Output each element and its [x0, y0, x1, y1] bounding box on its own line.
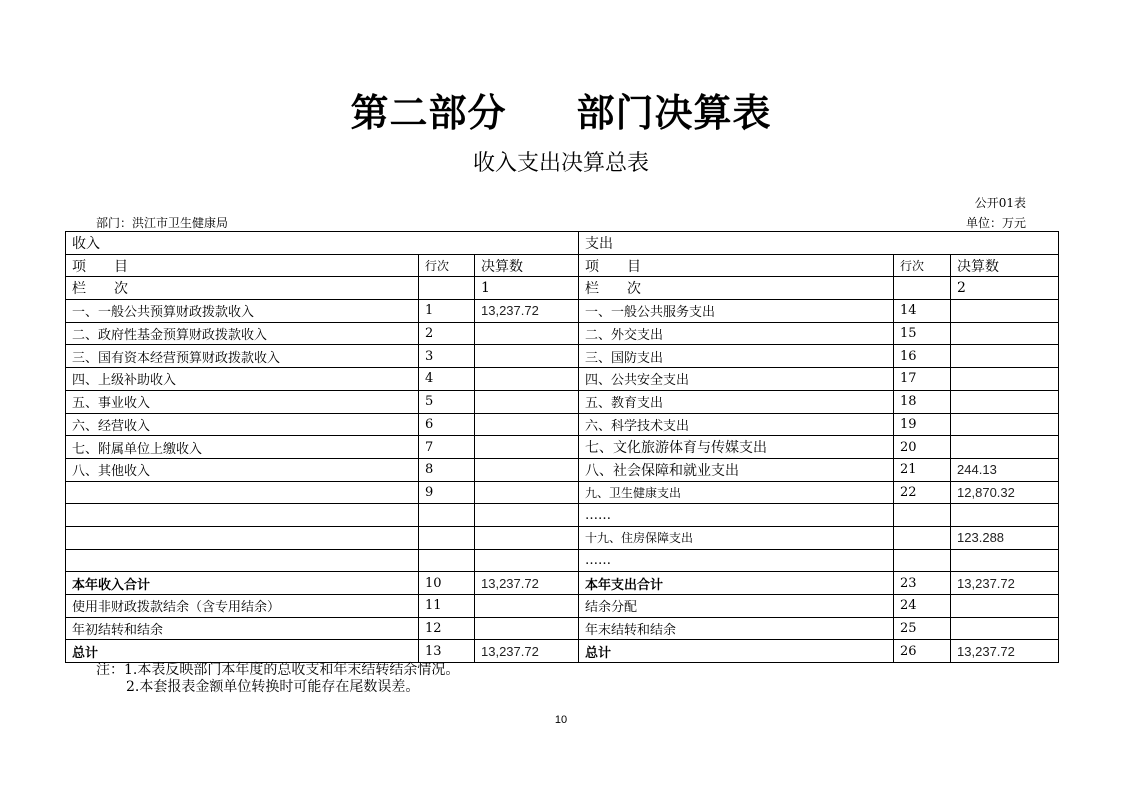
footnote-1: 注：1.本表反映部门本年度的总收支和年末结转结余情况。: [96, 662, 460, 678]
income-row-no-cell: 12: [419, 617, 475, 640]
expense-row-no-cell: 22: [894, 481, 951, 504]
income-amount-cell: [475, 390, 579, 413]
income-item-cell: 本年收入合计: [66, 572, 419, 595]
income-item-cell: 六、经营收入: [66, 413, 419, 436]
income-amount-cell: 13,237.72: [475, 640, 579, 663]
expense-amount-cell: [951, 322, 1059, 345]
income-item-cell: 使用非财政拨款结余（含专用结余）: [66, 595, 419, 618]
table-row: [66, 549, 1059, 572]
income-column-label: 栏 次: [66, 277, 419, 300]
expense-amount-cell: [951, 300, 1059, 323]
income-amount-header: 决算数: [475, 254, 579, 277]
expense-amount-cell: 244.13: [951, 458, 1059, 481]
expense-row-no-cell: 26: [894, 640, 951, 663]
income-column-number: 1: [475, 277, 579, 300]
income-item-cell: 七、附属单位上缴收入: [66, 436, 419, 459]
income-amount-cell: 13,237.72: [475, 572, 579, 595]
footnote-2: 2.本套报表金额单位转换时可能存在尾数误差。: [126, 679, 420, 695]
income-item-cell: 五、事业收入: [66, 390, 419, 413]
expense-row-no-cell: [894, 549, 951, 572]
income-item-cell: 一、一般公共预算财政拨款收入: [66, 300, 419, 323]
income-amount-cell: [475, 595, 579, 618]
expense-amount-cell: [951, 345, 1059, 368]
expense-row-no-cell: 19: [894, 413, 951, 436]
expense-row-no-cell: [894, 504, 951, 527]
income-amount-cell: [475, 413, 579, 436]
table-subtitle: 收入支出决算总表: [472, 151, 649, 176]
budget-summary-table: [65, 231, 1059, 663]
expense-amount-cell: [951, 390, 1059, 413]
expense-item-cell: 九、卫生健康支出: [579, 481, 894, 504]
expense-item-cell: 二、外交支出: [579, 322, 894, 345]
income-item-cell: [66, 549, 419, 572]
expense-item-cell: 十九、住房保障支出: [579, 526, 894, 549]
expense-item-cell: 四、公共安全支出: [579, 368, 894, 391]
table-row: [66, 640, 1059, 663]
table-row: [66, 322, 1059, 345]
income-item-cell: 八、其他收入: [66, 458, 419, 481]
income-row-no-cell: 13: [419, 640, 475, 663]
title-name: 部门决算表: [576, 90, 772, 135]
expense-amount-cell: [951, 549, 1059, 572]
expense-item-cell: 七、文化旅游体育与传媒支出: [579, 436, 894, 459]
table-row: [66, 390, 1059, 413]
table-row: [66, 481, 1059, 504]
income-item-cell: 年初结转和结余: [66, 617, 419, 640]
expense-item-cell: 五、教育支出: [579, 390, 894, 413]
expense-item-cell: 结余分配: [579, 595, 894, 618]
page-title: [0, 82, 1122, 137]
expense-amount-cell: [951, 368, 1059, 391]
page-number: 10: [554, 714, 568, 726]
income-item-cell: 总计: [66, 640, 419, 663]
expense-item-cell: 本年支出合计: [579, 572, 894, 595]
expense-amount-cell: [951, 504, 1059, 527]
table-row: [66, 345, 1059, 368]
income-amount-cell: 13,237.72: [475, 300, 579, 323]
income-amount-cell: [475, 458, 579, 481]
expense-row-no-cell: 23: [894, 572, 951, 595]
expense-row-no-cell: 17: [894, 368, 951, 391]
income-item-cell: 二、政府性基金预算财政拨款收入: [66, 322, 419, 345]
income-amount-cell: [475, 345, 579, 368]
income-row-no-cell: 3: [419, 345, 475, 368]
department-label: 部门：洪江市卫生健康局: [96, 216, 229, 230]
title-part: 第二部分: [350, 90, 507, 135]
footnotes: [96, 662, 459, 696]
income-item-cell: [66, 481, 419, 504]
table-row: [66, 300, 1059, 323]
income-row-no-cell: [419, 549, 475, 572]
income-row-no-header: 行次: [419, 254, 475, 277]
income-header: 收入: [66, 232, 579, 255]
column-header-row: [66, 254, 1059, 277]
expense-amount-cell: [951, 436, 1059, 459]
income-row-no-cell: [419, 504, 475, 527]
expense-item-cell: ……: [579, 549, 894, 572]
table-row: [66, 368, 1059, 391]
expense-row-no-cell: 14: [894, 300, 951, 323]
expense-item-cell: 三、国防支出: [579, 345, 894, 368]
income-row-no-cell: 5: [419, 390, 475, 413]
expense-amount-cell: 12,870.32: [951, 481, 1059, 504]
income-amount-cell: [475, 322, 579, 345]
expense-amount-header: 决算数: [951, 254, 1059, 277]
column-number-row: [66, 277, 1059, 300]
expense-amount-cell: 13,237.72: [951, 572, 1059, 595]
income-amount-cell: [475, 436, 579, 459]
table-row: [66, 458, 1059, 481]
table-row: [66, 526, 1059, 549]
income-item-cell: [66, 504, 419, 527]
expense-header: 支出: [579, 232, 1059, 255]
expense-amount-cell: 13,237.72: [951, 640, 1059, 663]
expense-amount-cell: [951, 617, 1059, 640]
expense-item-cell: 一、一般公共服务支出: [579, 300, 894, 323]
income-row-no-cell: 1: [419, 300, 475, 323]
income-item-header: 项 目: [66, 254, 419, 277]
expense-amount-cell: [951, 595, 1059, 618]
expense-item-cell: 总计: [579, 640, 894, 663]
income-row-no-cell: 9: [419, 481, 475, 504]
expense-item-header: 项 目: [579, 254, 894, 277]
expense-row-no-cell: 24: [894, 595, 951, 618]
expense-row-no-cell: [894, 526, 951, 549]
table-row: [66, 504, 1059, 527]
income-row-no-cell: 11: [419, 595, 475, 618]
table-row: [66, 413, 1059, 436]
income-amount-cell: [475, 526, 579, 549]
income-item-cell: 三、国有资本经营预算财政拨款收入: [66, 345, 419, 368]
income-item-cell: 四、上级补助收入: [66, 368, 419, 391]
expense-row-no-cell: 20: [894, 436, 951, 459]
income-row-no-cell: 2: [419, 322, 475, 345]
unit-label: 单位：万元: [965, 216, 1026, 230]
expense-row-no-cell: 15: [894, 322, 951, 345]
expense-row-no-cell: 21: [894, 458, 951, 481]
expense-row-no-cell: 16: [894, 345, 951, 368]
income-row-no-cell: 10: [419, 572, 475, 595]
income-row-no-cell: [419, 526, 475, 549]
income-amount-cell: [475, 504, 579, 527]
expense-row-no-header: 行次: [894, 254, 951, 277]
table-row: [66, 617, 1059, 640]
table-row: [66, 595, 1059, 618]
income-amount-cell: [475, 481, 579, 504]
income-item-cell: [66, 526, 419, 549]
income-row-no-cell: 6: [419, 413, 475, 436]
expense-item-cell: 年末结转和结余: [579, 617, 894, 640]
expense-row-no-cell: 18: [894, 390, 951, 413]
form-code: 公开01表: [974, 196, 1026, 210]
table-row: [66, 572, 1059, 595]
expense-item-cell: 八、社会保障和就业支出: [579, 458, 894, 481]
expense-item-cell: ……: [579, 504, 894, 527]
section-header-row: [66, 232, 1059, 255]
expense-column-number: 2: [951, 277, 1059, 300]
income-row-no-cell: 7: [419, 436, 475, 459]
income-amount-cell: [475, 617, 579, 640]
expense-amount-cell: 123.288: [951, 526, 1059, 549]
expense-amount-cell: [951, 413, 1059, 436]
income-amount-cell: [475, 368, 579, 391]
income-row-no-cell: 4: [419, 368, 475, 391]
income-row-no-cell: 8: [419, 458, 475, 481]
expense-row-no-cell: 25: [894, 617, 951, 640]
expense-column-label: 栏 次: [579, 277, 894, 300]
expense-item-cell: 六、科学技术支出: [579, 413, 894, 436]
income-amount-cell: [475, 549, 579, 572]
table-row: [66, 436, 1059, 459]
